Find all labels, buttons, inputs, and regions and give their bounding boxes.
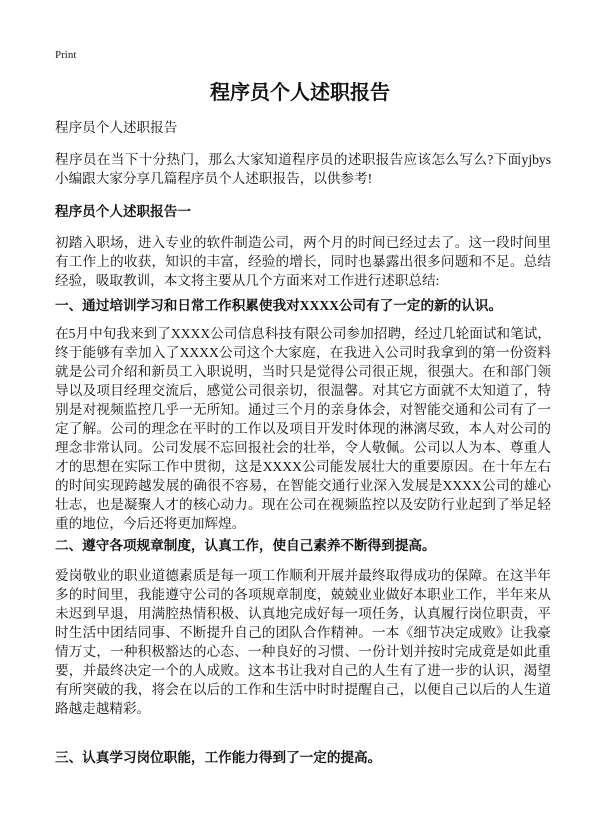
section-body-1: 在5月中旬我来到了XXXX公司信息科技有限公司参加招聘，经过几轮面试和笔试，终于能够有幸加入了XXXX公司这个大家庭，在我进入公司时我拿到的第一份资料就是公司介绍和新员工入职说明，当时只是觉得公司很正规，很强大。在和部门领导以及项目经理交流后，感觉公司很亲切，很温馨。对其它方面就不太知道了，特别是对视频监控几乎一无所知。通过三个月的亲身体会，对智能交通和公司有了一定了解。公司的理念在平时的工作以及项目开发时体现的淋漓尽致，本人对公司的理念非常认同。公司发展不忘回报社会的壮举，令人敬佩。公司以人为本、尊重人才的思想在实际工作中贯彻，这是XXXX公司能发展壮大的重要原因。在十年左右的时间实现跨越发展的确很不容易，在智能交通行业深入发展是XXXX公司的雄心壮志，也是凝聚人才的核心动力。现在公司在视频监控以及安防行业起到了举足轻重的地位，今后还将更加辉煌。 <box>55 326 551 531</box>
document-subtitle: 程序员个人述职报告 <box>55 120 178 135</box>
section-title: 程序员个人述职报告一 <box>55 204 191 219</box>
print-link[interactable]: Print <box>55 49 77 61</box>
section-heading-1: 一、通过培训学习和日常工作积累使我对XXXX公司有了一定的新的认识。 <box>55 298 503 313</box>
opening-paragraph: 初踏入职场，进入专业的软件制造公司，两个月的时间已经过去了。这一段时间里有工作上的收获，知识的丰富，经验的增长，同时也暴露出很多问题和不足。总结经验，吸取教训，本文将主要从几个方面来对工作进行述职总结: <box>55 235 551 288</box>
section-heading-3: 三、认真学习岗位职能，工作能力得到了一定的提高。 <box>55 750 382 765</box>
section-heading-2: 二、遵守各项规章制度，认真工作，使自己素养不断得到提高。 <box>55 538 436 553</box>
intro-paragraph: 程序员在当下十分热门，那么大家知道程序员的述职报告应该怎么写么?下面yjbys小编跟大家分享几篇程序员个人述职报告，以供参考! <box>55 152 551 186</box>
page-title: 程序员个人述职报告 <box>210 82 390 104</box>
section-body-2: 爱岗敬业的职业道德素质是每一项工作顺利开展并最终取得成功的保障。在这半年多的时间里，我能遵守公司的各项规章制度，兢兢业业做好本职业工作，半年来从未迟到早退，用满腔热情积极、认真地完成好每一项任务，认真履行岗位职责，平时生活中团结同事、不断提升自己的团队合作精神。一本《细节决定成败》让我豪情万丈，一种积极豁达的心态、一种良好的习惯、一份计划并按时完成竟是如此重要，并最终决定一个的人成败。这本书让我对自己的人生有了进一步的认识，渴望有所突破的我，将会在以后的工作和生活中时时提醒自己，以便自己以后的人生道路越走越精彩。 <box>55 568 551 716</box>
